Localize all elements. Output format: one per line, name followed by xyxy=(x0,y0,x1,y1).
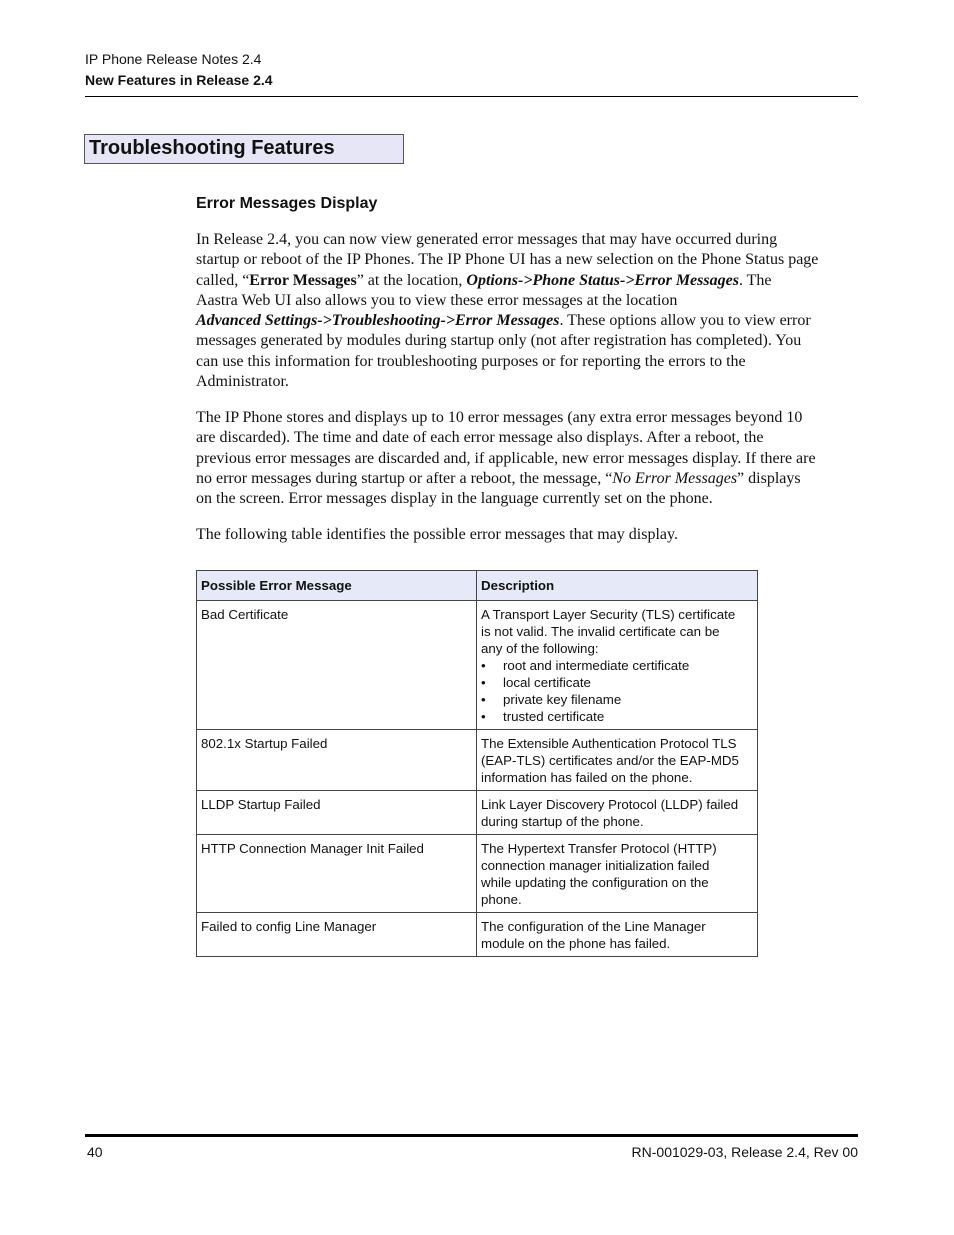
paragraph-intro xyxy=(196,230,858,392)
description-cell xyxy=(477,835,758,913)
table-header-row xyxy=(197,571,758,601)
description-line: module on the phone has failed. xyxy=(481,936,671,951)
error-message-cell: HTTP Connection Manager Init Failed xyxy=(197,835,477,913)
list-item-text: root and intermediate certificate xyxy=(503,658,690,673)
text-run: ” displays xyxy=(737,469,801,487)
menu-path-phone-ui: Options->Phone Status->Error Messages xyxy=(466,271,739,289)
description-line: Link Layer Discovery Protocol (LLDP) failed xyxy=(481,797,739,812)
paragraph-line xyxy=(196,469,858,489)
bullet-icon: • xyxy=(481,658,486,673)
page-number: 40 xyxy=(87,1144,103,1160)
description-cell xyxy=(477,730,758,791)
header-doc-title: IP Phone Release Notes 2.4 xyxy=(85,51,262,67)
list-item-text: local certificate xyxy=(503,675,591,690)
header-divider xyxy=(85,96,858,97)
footer-divider xyxy=(85,1134,858,1137)
description-line: connection manager initialization failed xyxy=(481,858,710,873)
error-message-cell: LLDP Startup Failed xyxy=(197,791,477,835)
paragraph-line: In Release 2.4, you can now view generated error messages that may have occurred during xyxy=(196,231,778,248)
paragraph-table-intro: The following table identifies the possible error messages that may display. xyxy=(196,526,678,543)
list-item xyxy=(481,657,753,674)
paragraph-storage xyxy=(196,408,858,509)
bullet-icon: • xyxy=(481,709,486,724)
description-cell xyxy=(477,791,758,835)
text-run: . These options allow you to view error xyxy=(559,312,811,330)
table-row xyxy=(197,791,758,835)
paragraph-line: messages generated by modules during startup only (not after registration has completed). You xyxy=(196,332,802,350)
subsection-title: Error Messages Display xyxy=(196,195,378,212)
menu-path-web-ui: Advanced Settings->Troubleshooting->Error Messages xyxy=(196,312,560,330)
footer-doc-id: RN-001029-03, Release 2.4, Rev 00 xyxy=(631,1144,858,1160)
description-line: any of the following: xyxy=(481,641,599,656)
paragraph-line: on the screen. Error messages display in the language currently set on the phone. xyxy=(196,490,713,508)
description-line: is not valid. The invalid certificate can be xyxy=(481,624,720,639)
error-message-cell: Bad Certificate xyxy=(197,601,477,730)
paragraph-line: are discarded). The time and date of each error message also displays. After a reboot, the xyxy=(196,429,764,447)
list-item xyxy=(481,674,753,691)
text-run: no error messages during startup or after a reboot, the message, “ xyxy=(196,469,613,487)
bullet-icon: • xyxy=(481,675,486,690)
table-row xyxy=(197,835,758,913)
paragraph-line: can use this information for troubleshooting purposes or for reporting the errors to the xyxy=(196,352,746,370)
text-run: . The xyxy=(738,271,772,289)
paragraph-line xyxy=(196,311,858,331)
description-line: while updating the configuration on the xyxy=(481,875,709,890)
description-line: (EAP-TLS) certificates and/or the EAP-MD5 xyxy=(481,753,739,768)
error-message-cell: Failed to config Line Manager xyxy=(197,913,477,957)
description-cell xyxy=(477,601,758,730)
certificate-list xyxy=(481,657,753,725)
list-item xyxy=(481,708,753,725)
description-line: A Transport Layer Security (TLS) certificate xyxy=(481,607,736,622)
column-header-message: Possible Error Message xyxy=(197,571,477,601)
description-line: The Extensible Authentication Protocol TLS xyxy=(481,736,737,751)
paragraph-line: The IP Phone stores and displays up to 10 error messages (any extra error messages beyond 10 xyxy=(196,409,803,426)
header-section: New Features in Release 2.4 xyxy=(85,72,273,88)
table-row xyxy=(197,913,758,957)
paragraph-line xyxy=(196,271,858,291)
list-item-text: trusted certificate xyxy=(503,709,605,724)
description-line: phone. xyxy=(481,892,522,907)
column-header-description: Description xyxy=(477,571,758,601)
section-title: Troubleshooting Features xyxy=(89,137,335,159)
error-message-cell: 802.1x Startup Failed xyxy=(197,730,477,791)
no-error-messages-term: No Error Messages xyxy=(612,469,738,487)
paragraph-line: startup or reboot of the IP Phones. The IP Phone UI has a new selection on the Phone Status page xyxy=(196,251,819,269)
list-item-text: private key filename xyxy=(503,692,622,707)
section-title-box xyxy=(84,134,404,164)
description-line: information has failed on the phone. xyxy=(481,770,693,785)
text-run: ” at the location, xyxy=(356,271,467,289)
paragraph-line: previous error messages are discarded and, if applicable, new error messages display. If there are xyxy=(196,449,816,467)
description-cell xyxy=(477,913,758,957)
description-line: The configuration of the Line Manager xyxy=(481,919,706,934)
bullet-icon: • xyxy=(481,692,486,707)
ui-term-error-messages: Error Messages xyxy=(249,271,357,289)
text-run: called, “ xyxy=(196,271,250,289)
paragraph-line: Aastra Web UI also allows you to view these error messages at the location xyxy=(196,291,678,309)
table-row xyxy=(197,730,758,791)
description-line: The Hypertext Transfer Protocol (HTTP) xyxy=(481,841,717,856)
error-messages-table xyxy=(196,570,758,957)
paragraph-line: Administrator. xyxy=(196,373,289,391)
description-line: during startup of the phone. xyxy=(481,814,644,829)
list-item xyxy=(481,691,753,708)
table-row xyxy=(197,601,758,730)
